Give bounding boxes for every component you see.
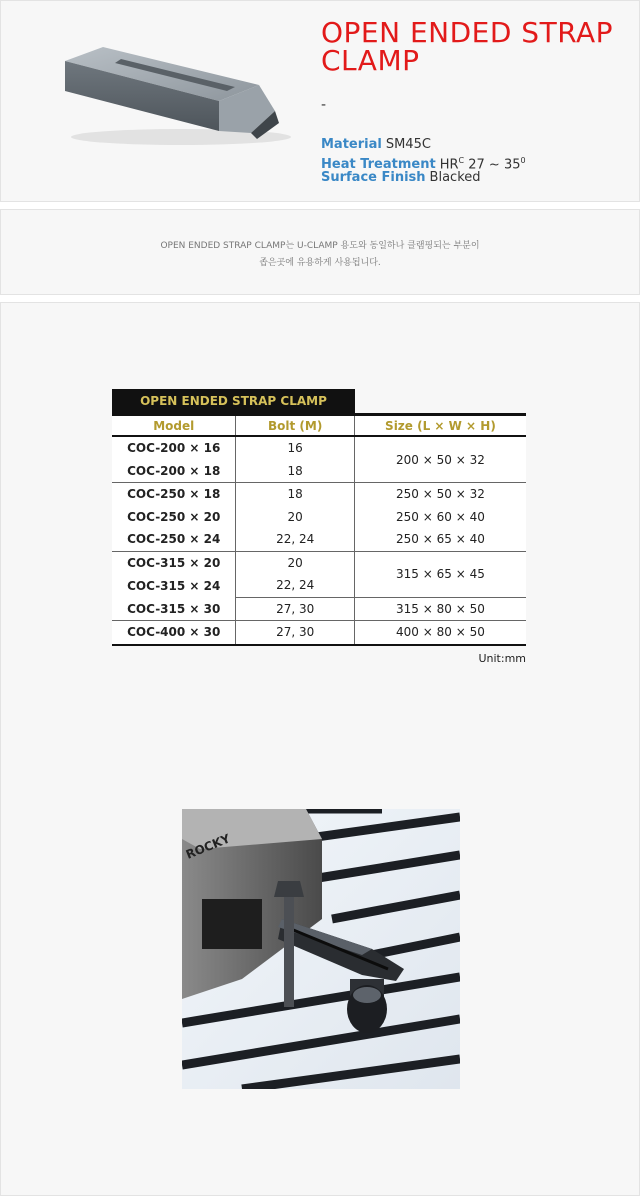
description-line1: OPEN ENDED STRAP CLAMP는 U-CLAMP 용도와 동일하나 클램핑되는 부분이: [160, 241, 480, 251]
spec-table-wrapper: [112, 389, 526, 665]
table-row: [112, 551, 526, 574]
spec-table: [112, 413, 526, 646]
clamp-usage-photo: [182, 809, 460, 1089]
cell-model: COC-315 × 20: [112, 551, 236, 574]
cell-size: 250 × 60 × 40: [354, 506, 526, 529]
cell-size: 250 × 65 × 40: [354, 528, 526, 551]
table-row: [112, 436, 526, 460]
spec-heat-treatment-label: Heat Treatment: [321, 157, 436, 173]
strap-clamp-product-image: [51, 41, 291, 151]
cell-size: 200 × 50 × 32: [354, 436, 526, 483]
table-header-row: [112, 415, 526, 437]
spec-heat-treatment-sup-c: C: [458, 156, 465, 165]
cell-model: COC-400 × 30: [112, 621, 236, 645]
cell-size: 400 × 80 × 50: [354, 621, 526, 645]
cell-bolt: 27, 30: [236, 621, 354, 645]
unit-label: Unit:mm: [478, 651, 526, 665]
spec-surface-finish-label: Surface Finish: [321, 170, 426, 185]
cell-bolt: 18: [236, 483, 354, 506]
table-row: [112, 506, 526, 529]
cell-model: COC-250 × 20: [112, 506, 236, 529]
spec-surface-finish: [321, 170, 481, 186]
cell-model: COC-200 × 16: [112, 436, 236, 460]
cell-bolt: 16: [236, 436, 354, 460]
spec-heat-treatment-sup-0: 0: [520, 156, 526, 165]
cell-model: COC-200 × 18: [112, 460, 236, 483]
description-text: [1, 238, 639, 272]
cell-size: 315 × 80 × 50: [354, 597, 526, 621]
product-title-line2: CLAMP: [321, 44, 420, 77]
cell-bolt: 20: [236, 506, 354, 529]
description-line2: 좁은곳에 유용하게 사용됩니다.: [259, 258, 381, 268]
spec-material-value: SM45C: [385, 137, 431, 152]
spec-material-label: Material: [321, 137, 382, 152]
header-model: Model: [112, 415, 236, 437]
cell-model: COC-250 × 18: [112, 483, 236, 506]
product-title-line1: OPEN ENDED STRAP: [321, 16, 614, 49]
cell-bolt: 22, 24: [236, 574, 354, 597]
cell-model: COC-250 × 24: [112, 528, 236, 551]
table-row: [112, 597, 526, 621]
cell-model: COC-315 × 30: [112, 597, 236, 621]
header-size: Size (L × W × H): [354, 415, 526, 437]
spec-heat-treatment-range: 27 ~ 35: [464, 157, 521, 173]
product-title: [321, 16, 621, 77]
cell-bolt: 22, 24: [236, 528, 354, 551]
description-panel: [0, 209, 640, 295]
cell-bolt: 18: [236, 460, 354, 483]
cell-size: 315 × 65 × 45: [354, 551, 526, 597]
header-bolt: Bolt (M): [236, 415, 354, 437]
table-caption: OPEN ENDED STRAP CLAMP: [112, 389, 355, 413]
spec-table-panel: [0, 302, 640, 1196]
spec-surface-finish-value: Blacked: [429, 170, 481, 185]
table-row: [112, 483, 526, 506]
vise-brand-text: ROCKY: [183, 831, 233, 862]
title-separator: -: [321, 97, 327, 113]
table-row: [112, 528, 526, 551]
cell-bolt: 27, 30: [236, 597, 354, 621]
cell-size: 250 × 50 × 32: [354, 483, 526, 506]
table-row: [112, 621, 526, 645]
spec-material: [321, 137, 431, 153]
cell-model: COC-315 × 24: [112, 574, 236, 597]
product-header-panel: [0, 0, 640, 202]
cell-bolt: 20: [236, 551, 354, 574]
spec-heat-treatment-hr: HR: [439, 157, 459, 173]
